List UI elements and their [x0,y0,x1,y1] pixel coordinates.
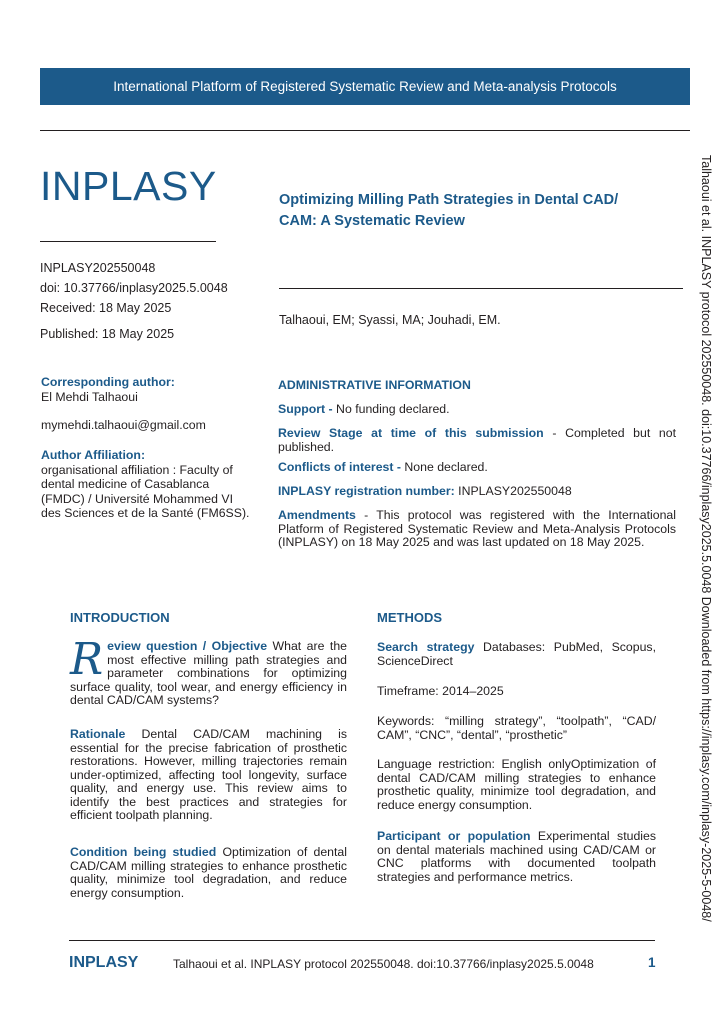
introduction-heading: INTRODUCTION [70,610,170,625]
amendments-label: Amendments [278,508,356,522]
corresponding-author-email[interactable]: mymehdi.talhaoui@gmail.com [41,418,206,432]
amendments-text: - This protocol was registered with the International Platform of Registered Systematic Review and Meta-Analysis Protocols (INPLASY) on 18 May 2025 and was last updated on 18 May 2025. [278,508,676,549]
methods-heading: METHODS [377,610,442,625]
title-rule [279,288,683,289]
review-stage-text: - Completed but not published. [278,426,676,454]
logo-rule [40,241,216,242]
rationale-text: Dental CAD/CAM machining is essential for the precise fabrication of prosthetic restorations. However, milling trajectories remain under-optimized, affecting tool longevity, surface quality, and energy use. This review aims to identify the best practices and strategies for efficient toolpath planning. [70,727,347,822]
admin-review-stage [278,427,676,454]
paper-title: Optimizing Milling Path Strategies in Dental CAD/ CAM: A Systematic Review [279,192,619,229]
participant-text: Experimental studies on dental materials machined using CAD/CAM or CNC platforms with documented toolpath strategies and performance metrics. [377,829,657,884]
rationale-paragraph [70,728,347,823]
review-question-paragraph [70,634,347,708]
support-text: No funding declared. [332,402,450,416]
received-date: Received: 18 May 2025 [40,301,172,315]
drop-cap: R [70,634,104,685]
admin-conflicts [278,461,676,475]
footer-citation: Talhaoui et al. INPLASY protocol 202550048. doi:10.37766/inplasy2025.5.0048 [173,957,594,971]
search-strategy-paragraph [377,641,656,668]
timeframe: Timeframe: 2014–2025 [377,684,504,698]
conflicts-label: Conflicts of interest - [278,460,401,474]
authors: Talhaoui, EM; Syassi, MA; Jouhadi, EM. [279,313,501,327]
registration-number-text: INPLASY202550048 [454,484,572,498]
participant-paragraph [377,830,656,884]
footer-logo: INPLASY [69,954,139,971]
review-question-label: eview question / Objective [107,639,268,653]
side-citation-text[interactable]: Talhaoui et al. INPLASY protocol 202550048. doi:10.37766/inplasy2025.5.0048 Downloaded from https://inplasy.com/inplasy-2025-5-0048/ [699,155,713,922]
condition-paragraph [70,846,347,900]
conflicts-text: None declared. [400,460,488,474]
search-strategy-text: Databases: PubMed, Scopus, ScienceDirect [377,640,656,668]
corresponding-author-label: Corresponding author: [41,375,175,389]
admin-amendments [278,509,676,550]
side-citation [694,155,718,925]
header-rule [40,130,690,131]
page-number: 1 [648,955,656,970]
inplasy-logo: INPLASY [40,163,217,209]
admin-support [278,403,676,417]
condition-label: Condition being studied [70,845,217,859]
condition-text: Optimization of dental CAD/CAM milling strategies to enhance prosthetic quality, minimize tool degradation, and reduce energy consumption. [70,845,347,900]
author-affiliation-label: Author Affiliation: [41,448,146,462]
published-date: Published: 18 May 2025 [40,327,175,341]
footer-rule [69,940,655,941]
header-banner: International Platform of Registered Systematic Review and Meta-analysis Protocols [40,68,690,105]
registration-id: INPLASY202550048 [40,261,156,275]
author-affiliation-text: organisational affiliation : Faculty of dental medicine of Casablanca (FMDC) / Université Mohammed VI des Sciences et de la Santé (FM6SS). [41,462,250,520]
author-affiliation-block [41,448,251,521]
language-restriction: Language restriction: English onlyOptimization of dental CAD/CAM milling strategies to enhance prosthetic quality, minimize tool degradation, and reduce energy consumption. [377,757,656,812]
admin-registration-number [278,485,676,499]
keywords: Keywords: “milling strategy”, “toolpath”, “CAD/ CAM”, “CNC”, “dental”, “prosthetic” [377,714,656,742]
admin-heading: ADMINISTRATIVE INFORMATION [278,378,471,392]
participant-label: Participant or population [377,829,531,843]
search-strategy-label: Search strategy [377,640,475,654]
review-question-text: What are the most effective milling path strategies and parameter combinations for optimizing surface quality, tool wear, and energy efficiency in dental CAD/CAM systems? [70,639,347,707]
doi[interactable]: doi: 10.37766/inplasy2025.5.0048 [40,281,228,295]
support-label: Support - [278,402,333,416]
corresponding-author-name: El Mehdi Talhaoui [41,389,138,404]
corresponding-author-block [41,375,251,404]
review-stage-label: Review Stage at time of this submission [278,426,544,440]
registration-number-label: INPLASY registration number: [278,484,455,498]
rationale-label: Rationale [70,727,126,741]
